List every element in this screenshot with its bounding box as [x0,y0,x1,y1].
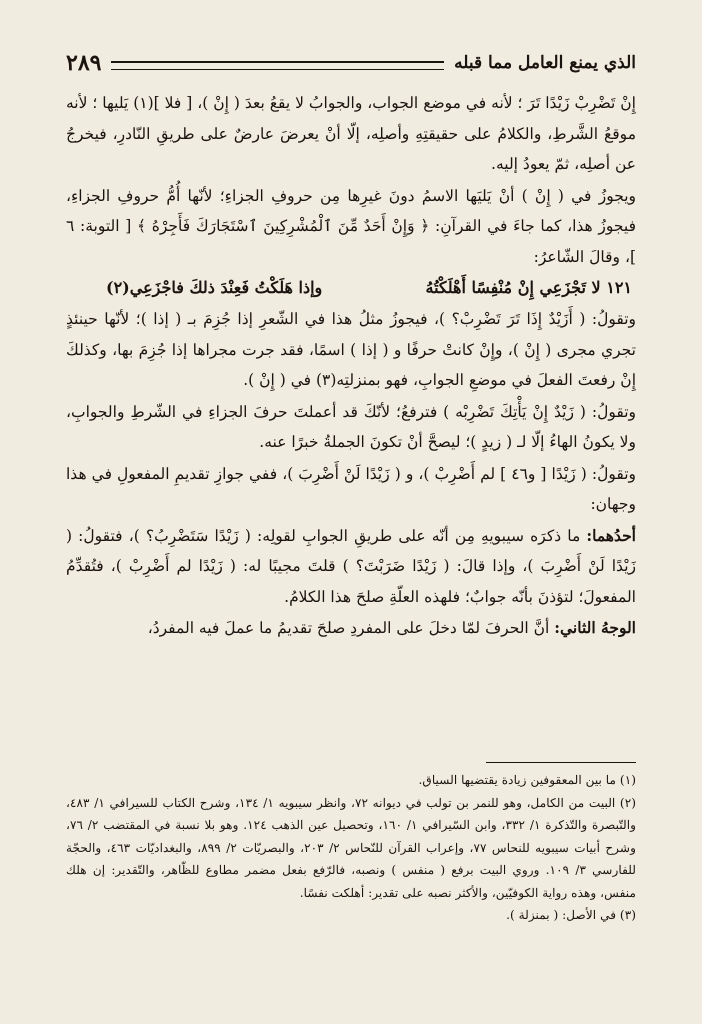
footnote-2: (٢) البيت من الكامل، وهو للنمر بن تولب في ديوانه ٧٢، وانظر سيبويه ١/ ١٣٤، وشرح الكتاب للسيرافي ١/ ٤٨٣، والتّبصرة والتّذكرة ١/ ٣٣٢، وابن السّيرافي ١/ ١٦٠، وتحصيل عين الذهب ١٢٤. وهو بلا نسبة في المقتضب ٢/ ٧٦، وشرح أبيات سيبويه للنحاس ٧٧، وإعراب القرآن للنّحاس ٢/ ٢٠٣، والبصريّات ٢/ ٨٩٩، والبغداديّات ٤٦٣، والحجّة للفارسي ٣/ ١٠٩. وروي البيت برفع ( منفس ) ونصبه، فالرّفع بفعل مضمر مطاوع للظّاهر، والتّقدير: إن هلك منفس، وهذه رواية الكوفيّين، والأكثر نصبه على تقدير: أهلكت نفسًا. [66,795,637,900]
aspect-one-text: ما ذكرَه سيبويهِ مِن أنّه على طريقِ الجوابِ لقولِه: ( زَيْدًا سَتَضْرِبُ؟ )، فتقولُ: ( زَيْدًا لَنْ أَضْرِبَ )، وإذا قالَ: ( زَيْدًا ضَرَبْتَ؟ ) قلتَ مجيبًا له: ( زَيْدًا لم أَضْرِبْ )، فتُقدِّمُ المفعولَ؛ لتؤذنَ بأنّه جوابٌ؛ فلهذه العلّةِ صلحَ هذا الكلامُ. [66,526,636,606]
paragraph-1: إِنْ تَضْرِبْ زَيْدًا تَرَ ؛ لأنه في موضع الجواب، والجوابُ لا يقعُ بعدَ ( إِنْ )، [ فلا ](١) يَليها ؛ لأنه موقعُ الشَّرطِ، والكلامُ على حقيقتِهِ وأصلِه، إلّا أنْ يعرضَ عارضٌ على طريقِ النّادرِ، فيخرجُ عن أصلِه، ثمّ يعودُ إليه. [66,94,636,173]
footnote-1: (١) ما بين المعقوفين زيادة يقتضيها السياق. [418,773,636,787]
header-rule [111,61,444,70]
paragraph-4: وتقولُ: ( زَيْدٌ إِنْ يَأْتِكَ تَضْرِبْه ) فترفعُ؛ لأنّكَ قد أعملتَ حرفَ الجزاءِ في الشّرطِ والجوابِ، ولا يكونُ الهاءُ إلّا لـ ( زيدٍ )؛ ليصحَّ أنْ تكونَ الجملةُ خبرًا عنه. [66,402,636,451]
verse-line [66,272,636,304]
page-header [66,48,636,78]
main-text [66,88,636,644]
paragraph-aspect-two [66,613,636,644]
page-number: ٢٨٩ [66,50,102,76]
verse-second-hemistich: وإذا هَلَكْتُ فَعِنْدَ ذلكَ فاجْزَعِي(٢) [106,278,323,297]
paragraph-2: ويجوزُ في ( إِنْ ) أنْ يَليَها الاسمُ دونَ غيرِها مِن حروفِ الجزاءِ؛ لأنّها أُمُّ حروفِ الجزاءِ، فيجوزُ هذا، كما جاءَ في القرآنِ: ﴿ وَإِنْ أَحَدٌ مِّنَ ٱلْمُشْرِكِينَ ٱسْتَجَارَكَ فَأَجِرْهُ ﴾ [ التوبة: ٦ ]، وقالَ الشّاعرُ: [66,186,636,266]
paragraph-5: وتقولُ: ( زَيْدًا [ و٤٦ ] لم أَضْرِبْ )، و ( زَيْدًا لَنْ أَضْرِبَ )، ففي جوازِ تقديمِ المفعولِ في هذا وجهان: [66,464,636,513]
footnote-3: (٣) في الأصل: ( بمنزلة ). [506,908,636,922]
paragraph-aspect-one [66,521,636,613]
aspect-two-lead: الوجهُ الثاني: [554,618,636,637]
footnotes [66,762,636,927]
aspect-two-text: أنَّ الحرفَ لمّا دخلَ على المفردِ صلحَ تقديمُ ما عملَ فيه المفردُ، [147,619,555,637]
verse-first-hemistich: لا تَجْزَعِي إِنْ مُنْفِسًا أَهْلَكْتُهُ [425,278,601,297]
running-head: الذي يمنع العامل مما قبله [454,53,636,73]
aspect-one-lead: أحدُهما: [586,525,636,545]
verse-first-part [425,272,632,304]
verse-number: ١٢١ [606,278,632,297]
paragraph-3: وتقولُ: ( أَزَيْدٌ إِذَا تَرَ تَضْرِبْ؟ )، فيجوزُ مثلُ هذا في الشّعرِ إذا جُزِمَ بـ ( إذا )؛ لأنّها حينئذٍ تجري مجرى ( إِنْ )، وإِنْ كانتْ حرفًا و ( إذا ) اسمًا، فقد جرت مجراها إذا جُزِمَ بها، وكذلكَ إِنْ رفعتَ الفعلَ في موضعِ الجوابِ، فهو بمنزلتِه(٣) في ( إِنْ ). [66,310,636,389]
footnote-separator [486,762,636,763]
